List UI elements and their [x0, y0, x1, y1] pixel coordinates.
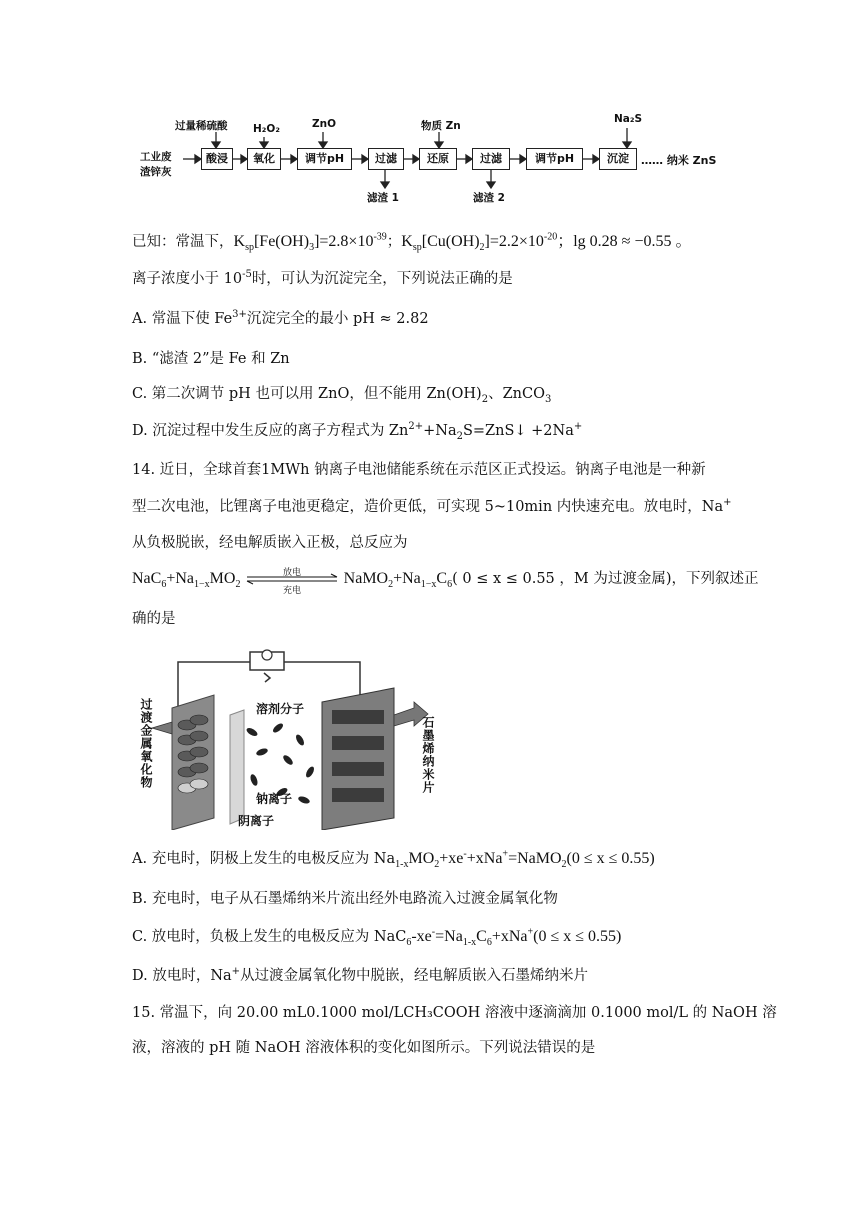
opt-a-sup: 3+ — [232, 309, 247, 321]
cu-oh-formula: [Cu(OH) — [421, 233, 480, 250]
eq-right-sub: 2 — [388, 579, 394, 591]
eq-left-c: MO — [209, 570, 236, 587]
fe-ksp-value: ]=2.8×10 — [314, 233, 374, 250]
opt-c-text: C. 第二次调节 pH 也可以用 ZnO，但不能用 Zn(OH) — [132, 386, 482, 402]
step-adjust-ph-1: 调节pH — [297, 148, 352, 170]
eq-right-sub2: 1−x — [420, 579, 437, 591]
opt-c-e: +xNa — [491, 928, 528, 945]
cu-oh-sub: 2 — [479, 242, 485, 254]
residue-2: 滤渣 2 — [473, 192, 505, 204]
lg-value: ；lg 0.28 ≈ −0.55 。 — [557, 233, 692, 250]
q13-known-line — [132, 232, 692, 252]
label-anion: 阴离子 — [238, 814, 275, 828]
reagent-zn: 物质 Zn — [421, 120, 461, 132]
arrow-discharge-label: 放电 — [283, 568, 302, 578]
opt-d-text-c: S=ZnS↓ +2Na — [462, 423, 574, 439]
opt-d-b: 从过渡金属氧化物中脱嵌，经电解质嵌入石墨烯纳米片 — [240, 968, 589, 984]
q13-option-b: B. “滤渣 2”是 Fe 和 Zn — [132, 351, 290, 367]
opt-a-e: =NaMO — [508, 850, 562, 867]
opt-a-text: A. 常温下使 Fe — [132, 311, 233, 327]
q14-line-2 — [132, 497, 732, 517]
fe-oh-sub: 3 — [309, 242, 315, 254]
opt-c-sub2: 1-x — [462, 937, 477, 949]
opt-c-sub: 6 — [406, 937, 412, 949]
opt-a-sup: - — [463, 848, 467, 860]
fe-ksp-exp: -39 — [373, 231, 387, 243]
opt-c-f: (0 ≤ x ≤ 0.55) — [533, 928, 622, 945]
separator: ； — [386, 234, 402, 250]
opt-d-text: D. 沉淀过程中发生反应的离子方程式为 Zn — [132, 423, 409, 439]
q14-line2-text: 型二次电池，比锂离子电池更稳定，造价更低，可实现 5~10min 内快速充电。放电时，Na — [132, 499, 724, 515]
stem-b: 时，可认为沉淀完全，下列说法正确的是 — [251, 271, 513, 287]
arrow-charge-label: 充电 — [283, 586, 302, 596]
opt-c-c: =Na — [435, 928, 463, 945]
ksp-symbol-2: K — [401, 233, 413, 250]
step-precipitate: 沉淀 — [599, 148, 637, 170]
reversible-arrow — [245, 568, 339, 596]
opt-d-sup: + — [231, 966, 241, 978]
label-solvent-molecule: 溶剂分子 — [256, 702, 305, 716]
opt-c-text-b: 、ZnCO — [488, 386, 546, 402]
eq-right-b: +Na — [393, 570, 421, 587]
q14-line-1: 14. 近日，全球首套1MWh 钠离子电池储能系统在示范区正式投运。钠离子电池是一种新 — [132, 462, 706, 478]
q14-line-5: 确的是 — [132, 611, 176, 627]
q13-option-d — [132, 421, 582, 441]
eq-right-c: C — [436, 570, 448, 587]
opt-c-text: C. 放电时，负极上发生的电极反应为 NaC — [132, 929, 407, 945]
eq-right-sub3: 6 — [447, 579, 453, 591]
label-transition-metal-oxide: 过渡金属氧化物 — [139, 698, 153, 789]
eq-left: NaC — [132, 570, 162, 587]
ksp-symbol: K — [233, 233, 246, 250]
opt-a-f: (0 ≤ x ≤ 0.55) — [566, 850, 655, 867]
ksp-sub: sp — [245, 242, 254, 254]
cu-ksp-value: ]=2.2×10 — [484, 233, 544, 250]
cu-ksp-exp: -20 — [543, 231, 558, 243]
q15-line-1: 15. 常温下，向 20.00 mL0.1000 mol/LCH₃COOH 溶液中逐滴滴加 0.1000 mol/L 的 NaOH 溶 — [132, 1005, 777, 1021]
ksp-sub-2: sp — [412, 242, 422, 254]
reagent-zno: ZnO — [312, 118, 337, 130]
flowchart-arrows — [0, 0, 860, 220]
q14-line-3: 从负极脱嵌，经电解质嵌入正极，总反应为 — [132, 535, 408, 551]
q14-line2-sup: + — [723, 497, 732, 509]
q14-option-a — [132, 849, 655, 869]
stem-exp: -5 — [242, 269, 252, 281]
opt-c-sup2: + — [527, 926, 534, 938]
q14-option-d — [132, 966, 588, 986]
residue-1: 滤渣 1 — [367, 192, 399, 204]
q13-option-a — [132, 309, 429, 329]
opt-c-sub: 2 — [481, 393, 489, 405]
step-acid-leach: 酸浸 — [201, 148, 233, 170]
opt-d-sup: 2+ — [408, 421, 424, 433]
opt-a-sub: 1-x — [395, 859, 409, 871]
battery-figure — [132, 640, 442, 830]
opt-a-d: +xNa — [466, 850, 503, 867]
opt-a-b: MO — [408, 850, 435, 867]
step-filter-2: 过滤 — [472, 148, 510, 170]
opt-c-d: C — [476, 928, 487, 945]
opt-d-sub: 2 — [456, 430, 463, 442]
q14-equation-line — [132, 568, 759, 596]
opt-a-c: +xe — [439, 850, 464, 867]
opt-a-sup2: + — [502, 848, 509, 860]
opt-a-text: A. 充电时，阴极上发生的电极反应为 Na — [132, 851, 396, 867]
reagent-h2o2: H₂O₂ — [253, 123, 280, 135]
q13-option-c — [132, 384, 551, 404]
q14-option-c — [132, 927, 621, 947]
label-graphene-nanosheet: 石墨烯纳米片 — [421, 716, 435, 794]
opt-a-sub3: 2 — [561, 859, 567, 871]
eq-left-sub2: 1−x — [194, 579, 210, 591]
opt-c-b: -xe — [411, 928, 432, 945]
opt-a-sub2: 2 — [434, 859, 440, 871]
fe-oh-formula: [Fe(OH) — [253, 233, 310, 250]
opt-d-sup2: + — [573, 421, 583, 433]
step-adjust-ph-2: 调节pH — [526, 148, 583, 170]
eq-left-sub3: 2 — [235, 579, 241, 591]
eq-left-sub: 6 — [161, 579, 167, 591]
opt-d-text-b: +Na — [423, 423, 457, 439]
q15-line-2: 液，溶液的 pH 随 NaOH 溶液体积的变化如图所示。下列说法错误的是 — [132, 1040, 596, 1056]
reagent-na2s: Na₂S — [614, 113, 643, 125]
stem-a: 离子浓度小于 10 — [132, 271, 243, 287]
label-sodium-ion: 钠离子 — [256, 792, 293, 806]
end-label: …… 纳米 ZnS — [641, 154, 717, 167]
known-prefix: 已知：常温下， — [132, 234, 234, 250]
q14-option-b: B. 充电时，电子从石墨烯纳米片流出经外电路流入过渡金属氧化物 — [132, 891, 558, 907]
opt-c-sub3: 6 — [486, 937, 492, 949]
start-label-2: 渣锌灰 — [140, 166, 172, 178]
opt-a-text-b: 沉淀完全的最小 pH ≈ 2.82 — [246, 311, 429, 327]
reagent-sulfuric-acid: 过量稀硫酸 — [175, 120, 228, 132]
opt-c-sub2: 3 — [545, 393, 552, 405]
opt-c-sup: - — [431, 926, 436, 938]
eq-right: NaMO — [343, 570, 389, 587]
step-oxidize: 氧化 — [247, 148, 281, 170]
eq-left-b: +Na — [166, 570, 195, 587]
q13-stem-line — [132, 269, 513, 289]
step-reduce: 还原 — [419, 148, 457, 170]
start-label-1: 工业废 — [140, 151, 172, 163]
eq-condition: ( 0 ≤ x ≤ 0.55 ，M 为过渡金属)，下列叙述正 — [452, 571, 759, 587]
opt-d-text: D. 放电时，Na — [132, 968, 232, 984]
step-filter-1: 过滤 — [368, 148, 404, 170]
